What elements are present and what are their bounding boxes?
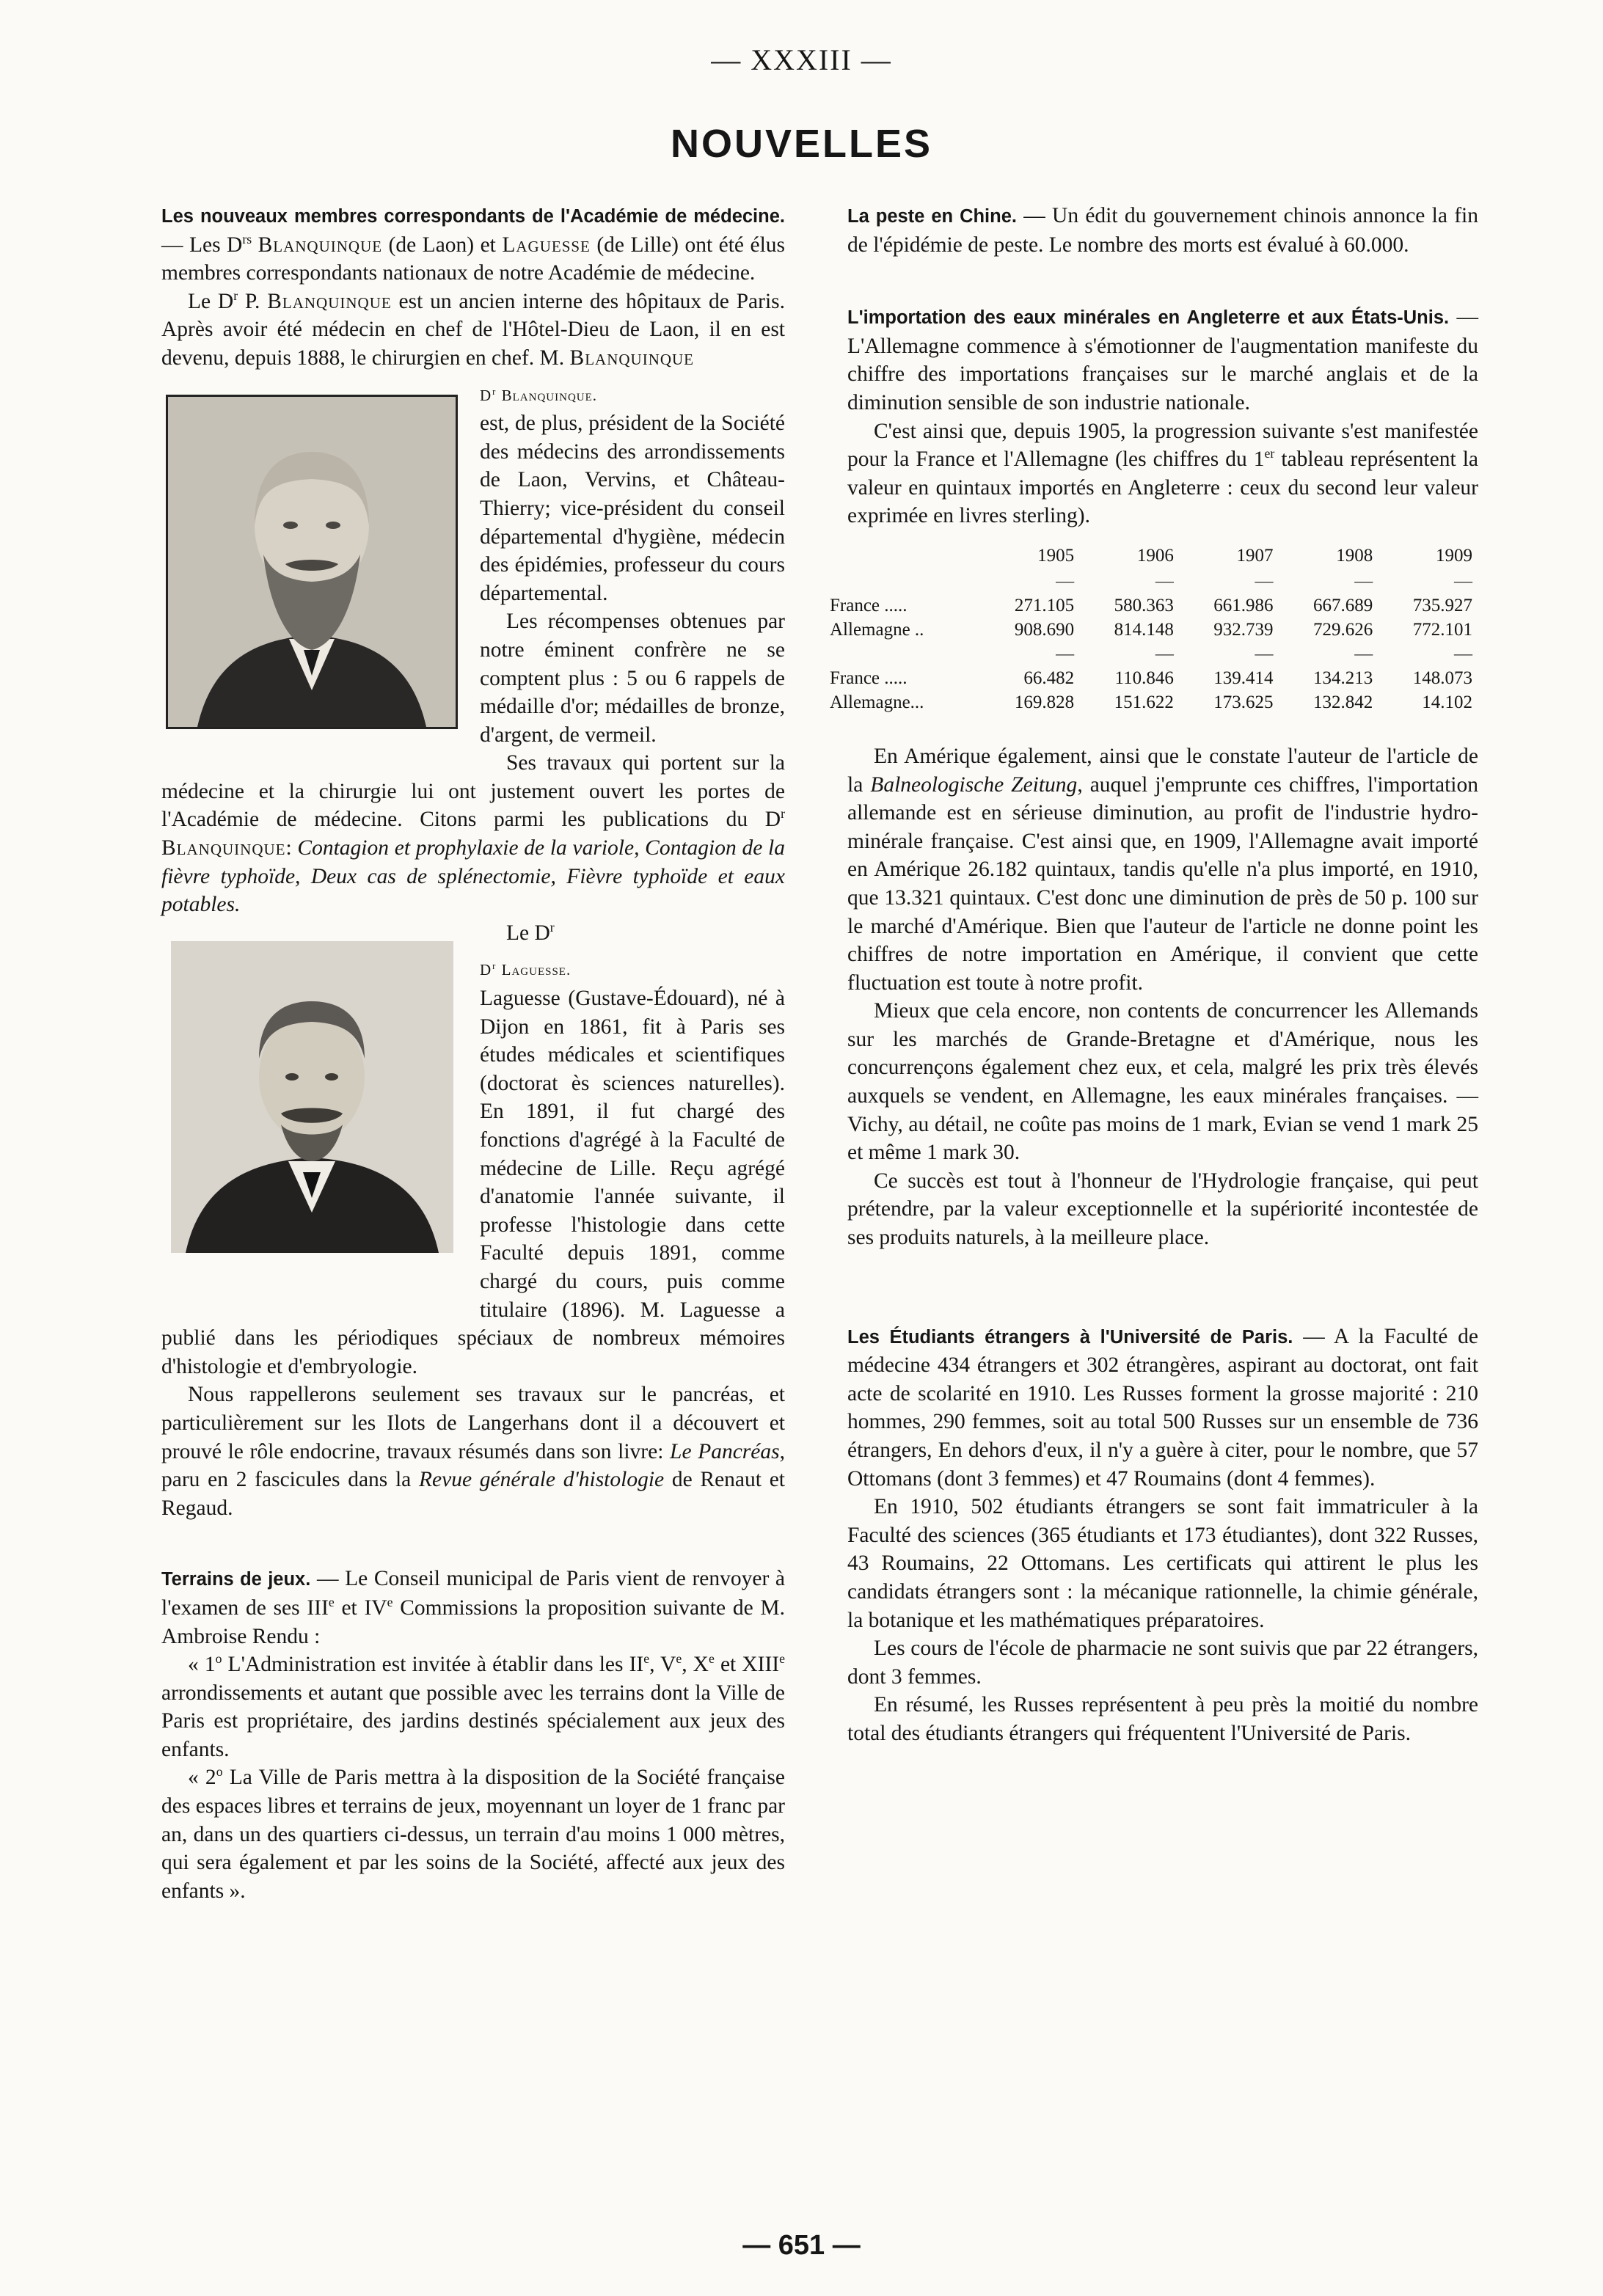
etudiants-heading: Les Étudiants étrangers à l'Université de Paris. bbox=[847, 1326, 1293, 1348]
academie-paragraph-4: Ses travaux qui portent sur la médecine et la chirurgie lui ont justement ouvert les portes de l'Académie de médecine. Citons parmi les publications du $D^r$ Blanquinque: Contagion et prophylaxie de la variole, Contagion de la fièvre typhoïde, Deux cas de splénectomie, Fièvre typhoïde et eaux potables. bbox=[161, 751, 786, 917]
eaux-paragraph-5: Ce succès est tout à l'honneur de l'Hydrologie française, qui peut prétendre, par la valeur exceptionnelle et la supériorité incontestée de ses produits naturels, à la meilleure place. bbox=[847, 1169, 1478, 1250]
terrains-paragraph-2: « 1$^o$ L'Administration est invitée à établir dans les IIe, Ve, Xe et XIIIe arrondissements et autant que possible avec les terrains dont la Ville de Paris est propriétaire, des jardins destinés spécialement aux jeux des enfants. bbox=[161, 1651, 785, 1761]
figure-blanquinque bbox=[161, 395, 462, 761]
table-row: France ..... 66.482 110.846 139.414 134.213 148.073 bbox=[830, 668, 1472, 688]
eaux-paragraph-1: L'importation des eaux minérales en Angleterre et aux États-Unis. — L'Allemagne commence à s'émotionner de l'augmentation manifeste du chiffre des importations françaises sur le marché anglais et de la diminution sensible de son industrie nationale. bbox=[847, 305, 1478, 414]
table-header-row bbox=[830, 544, 1475, 569]
page-folio: — XXXIII — bbox=[711, 43, 892, 76]
publication-titles: Contagion et prophylaxie de la variole, Contagion de la fièvre typhoïde, Deux cas de splénectomie, Fièvre typhoïde et eaux potables. bbox=[161, 836, 786, 917]
etudiants-paragraph-2: En 1910, 502 étudiants étrangers se sont fait immatriculer à la Faculté des sciences (365 étudiants et 173 étudiantes), dont 322 Russes, 43 Roumains, 22 Ottomans. Les certificats qui attirent le plus les candidats étrangers sont : la mécanique rationnelle, la chimie générale, la botanique et les mathématiques préparatoires. bbox=[847, 1495, 1478, 1632]
importations-table bbox=[830, 544, 1475, 714]
right-column bbox=[830, 202, 1478, 1748]
table-rule-row: — — — — — bbox=[1056, 643, 1472, 664]
academie-paragraph-1: Les nouveaux membres correspondants de l'Académie de médecine. — Les $D^{rs}$ Blanquinque (de Laon) et Laguesse (de Lille) ont été élus membres correspondants nationaux de notre Académie de médecine. bbox=[161, 206, 785, 285]
academie-paragraph-2: Le $D^r$ P. Blanquinque est un ancien interne des hôpitaux de Paris. Après avoir été médecin en chef de l'Hôtel-Dieu de Laon, il en est devenu, depuis 1888, le chirurgien en chef. M. Blanquinque bbox=[161, 288, 785, 373]
table-row: Allemagne... 169.828 151.622 173.625 132.842 14.102 bbox=[830, 692, 1472, 712]
year-header: 1905 bbox=[1037, 545, 1075, 566]
caption-laguesse: $D^r$ Laguesse. bbox=[480, 961, 572, 979]
terrains-paragraph-1: Terrains de jeux. — Le Conseil municipal de Paris vient de renvoyer à l'examen de ses IIIe et IVe Commissions la proposition suivante de M. Ambroise Rendu : bbox=[161, 1567, 786, 1648]
portrait-blanquinque-image bbox=[166, 395, 458, 729]
year-header: 1909 bbox=[1436, 545, 1472, 566]
peste-paragraph: La peste en Chine. — Un édit du gouvernement chinois annonce la fin de l'épidémie de peste. Le nombre des morts est évalué à 60.000. bbox=[847, 204, 1478, 257]
eaux-paragraph-2: C'est ainsi que, depuis 1905, la progression suivante s'est manifestée pour la France et l'Allemagne (les chiffres du 1er tableau représentent la valeur en quintaux importés en Angleterre : ceux du second leur valeur exprimée en livres sterling). bbox=[847, 419, 1478, 528]
academie-paragraph-3: Les récompenses obtenues par notre éminent confrère ne se comptent plus : 5 ou 6 rappels de médaille d'or; médailles de bronze, d'argent, de vermeil. bbox=[480, 610, 785, 747]
etudiants-paragraph-1: Les Étudiants étrangers à l'Université de Paris. — A la Faculté de médecine 434 étrangers et 302 étrangères, aspirant au doctorat, ont fait acte de scolarité en 1910. Les Russes forment la grosse majorité : 210 hommes, 290 femmes, soit au total 500 Russes sur un ensemble de 736 étrangers, En dehors d'eux, il n'y a guère à citer, pour le nombre, que 57 Ottomans (dont 3 femmes) et 47 Roumains (dont 4 femmes). bbox=[847, 1324, 1478, 1491]
section-gap bbox=[161, 1522, 785, 1565]
academie-paragraph-6: Nous rappellerons seulement ses travaux sur le pancréas, et particulièrement sur les Ilots de Langerhans dont il a découvert et prouvé le rôle endocrine, travaux résumés dans son livre: Le Pancréas, paru en 2 fascicules dans la Revue générale d'histologie de Renaut et Regaud. bbox=[161, 1383, 785, 1520]
figure-laguesse bbox=[161, 941, 462, 1301]
academie-heading: Les nouveaux membres correspondants de l'Académie de médecine. bbox=[161, 206, 785, 227]
page-number: — 651 — bbox=[742, 2230, 861, 2261]
etudiants-paragraph-4: En résumé, les Russes représentent à peu près la moitié du nombre total des étudiants étrangers qui fréquentent l'Université de Paris. bbox=[847, 1693, 1478, 1745]
eaux-paragraph-4: Mieux que cela encore, non contents de concurrencer les Allemands sur les marchés de Grande-Bretagne et d'Amérique, nous les concurrençons également chez eux, et cela, malgré les prix très élevés auxquels se vendent, en Allemagne, les eaux minérales françaises. — Vichy, au détail, ne coûte pas moins de 1 mark, Evian se vend 1 mark 25 et même 1 mark 30. bbox=[847, 999, 1478, 1165]
year-header: 1907 bbox=[1236, 545, 1274, 566]
section-gap bbox=[847, 1252, 1478, 1323]
portrait-laguesse-image bbox=[171, 941, 453, 1253]
peste-heading: La peste en Chine. bbox=[847, 206, 1017, 227]
year-header: 1906 bbox=[1136, 545, 1174, 566]
left-column: Les nouveaux membres correspondants de l'Académie de médecine. — Les $D^{rs}$ Blanquinque (de Laon) et Laguesse (de Lille) ont été élus membres correspondants nationaux de notre Académie de médecine. Le $D^r$ P. Blanquinque est un ancien interne des hôpitaux de Paris. Après avoir été médecin en chef de l'Hôtel-Dieu de Laon, il en est devenu, depuis 1888, le chirurgien en chef. M. Blanquinque $D^r$ Blanquinque. est, de plus, président de la Société des médecins des arrondissements de Laon, Vervins, et Château-Thierry; vice-président du conseil départemental d'hygiène, médecin des épidémies, professeur du cours départemental. Les récompenses obtenues par notre éminent confrère ne se comptent plus : 5 ou 6 rappels de médaille d'or; médailles de bronze, d'argent, de vermeil. Ses travaux qui portent sur la médecine et la chirurgie lui ont justement ouvert les portes de l'Académie de médecine. Citons parmi les publications du $D^r$ Blanquinque: Contagion et prophylaxie de la variole, Contagion de la fièvre typhoïde, Deux cas de splénectomie, Fièvre typhoïde et eaux potables. Le $D^r$ $D^r$ Laguesse. Laguesse (Gustave-Édouard), né à Dijon en 1861, fit à Paris ses études médicales et scientifiques (doctorat ès sciences naturelles). En 1891, il fut chargé des fonctions d'agrégé à la Faculté de médecine de Lille. Reçu agrégé d'anatomie l'année suivante, il professe l'histologie dans cette Faculté depuis 1891, comme chargé du cours, puis comme titulaire (1896). M. Laguesse a publié dans les périodiques spéciaux de nombreux mémoires d'histologie et d'embryologie. Nous rappellerons seulement ses travaux sur le pancréas, et particulièrement sur les Ilots de Langerhans dont il a découvert et prouvé le rôle endocrine, travaux résumés dans son livre: Le Pancréas, paru en 2 fascicules dans la Revue générale d'histologie de Renaut et Regaud. Terrains de jeux. — Le Conseil municipal de Paris vient de renvoyer à l'examen de ses IIIe et IVe Commissions la proposition suivante de M. Ambroise Rendu : « 1$^o$ L'Administration est invitée à établir dans les IIe, Ve, Xe et XIIIe arrondissements et autant que possible avec les terrains dont la Ville de Paris est propriétaire, des jardins destinés spécialement aux jeux des enfants. « 2$^o$ La Ville de Paris mettra à la disposition de la Société française des espaces libres et terrains de jeux, moyennant un loyer de 1 franc par an, dans un des quartiers ci-dessus, un terrain d'au moins 1 000 mètres, qui sera également et par les soins de la Société, affecté aux jeux des enfants ». bbox=[161, 202, 785, 1905]
year-header: 1908 bbox=[1336, 545, 1373, 566]
etudiants-paragraph-3: Les cours de l'école de pharmacie ne sont suivis que par 22 étrangers, dont 3 femmes. bbox=[847, 1637, 1478, 1689]
terrains-heading: Terrains de jeux. bbox=[161, 1569, 311, 1590]
page-title: NOUVELLES bbox=[670, 122, 933, 166]
terrains-paragraph-3: « 2$^o$ La Ville de Paris mettra à la disposition de la Société française des espaces libres et terrains de jeux, moyennant un loyer de 1 franc par an, dans un des quartiers ci-dessus, un terrain d'au moins 1 000 mètres, qui sera également et par les soins de la Société, affecté aux jeux des enfants ». bbox=[161, 1764, 785, 1903]
caption-blanquinque: $D^r$ Blanquinque. bbox=[480, 386, 598, 404]
eaux-heading: L'importation des eaux minérales en Angleterre et aux États-Unis. bbox=[847, 307, 1450, 329]
eaux-paragraph-3: En Amérique également, ainsi que le constate l'auteur de l'article de la Balneologische Zeitung, auquel j'emprunte ces chiffres, l'importation allemande est en sérieuse diminution, au profit de l'industrie hydro-minérale française. C'est ainsi que, en 1909, l'Allemagne avait importé en Amérique 26.182 quintaux, tandis qu'elle n'a plus importé, en 1910, que 13.321 quintaux. C'est donc une diminution de près de 50 p. 100 sur le marché d'Amérique. Bien que l'auteur de l'article ne donne point les chiffres de notre importation en Amérique, il convient que cette fluctuation est toute à notre profit. bbox=[847, 744, 1478, 995]
table-row: France ..... 271.105 580.363 661.986 667.689 735.927 bbox=[830, 595, 1472, 615]
table-row: Allemagne .. 908.690 814.148 932.739 729.626 772.101 bbox=[830, 619, 1472, 640]
section-gap bbox=[847, 259, 1478, 303]
academie-paragraph-5: Le $D^r$ bbox=[161, 919, 785, 948]
table-rule-row: — — — — — bbox=[1056, 571, 1472, 591]
